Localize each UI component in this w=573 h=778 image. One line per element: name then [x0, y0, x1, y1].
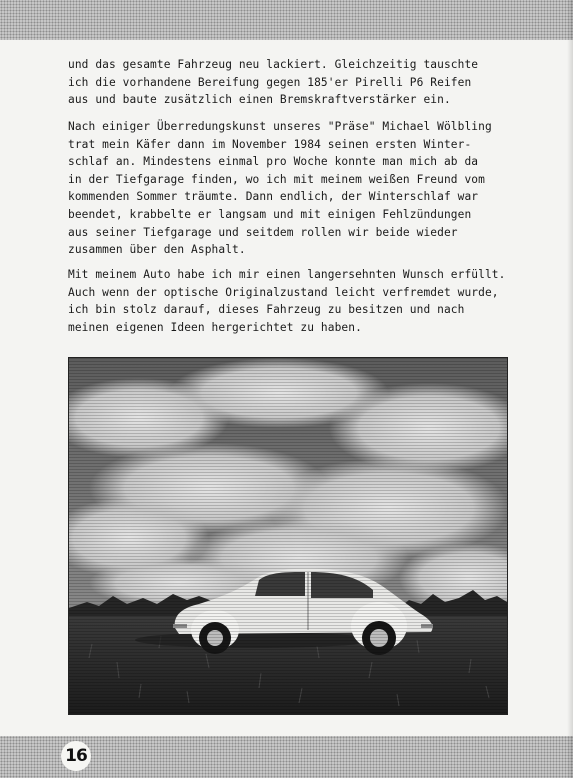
paragraph-line: aus seiner Tiefgarage und seitdem rollen wir beide wieder	[68, 225, 458, 239]
paragraph-line: trat mein Käfer dann im November 1984 seinen ersten Winter-	[68, 137, 472, 151]
paragraph-line: schlaf an. Mindestens einmal pro Woche konnte man mich ab da	[68, 155, 479, 169]
scanline-overlay	[69, 358, 507, 714]
paragraph-line: meinen eigenen Ideen hergerichtet zu haben.	[68, 320, 362, 334]
paragraph-line: ich die vorhandene Bereifung gegen 185'er Pirelli P6 Reifen	[68, 75, 472, 89]
paragraph-line: Nach einiger Überredungskunst unseres "Präse" Michael Wölbling	[68, 120, 492, 133]
paragraph-1	[68, 56, 513, 109]
page-edge-shadow	[567, 0, 573, 778]
paragraph-line: in der Tiefgarage finden, wo ich mit meinem weißen Freund vom	[68, 172, 485, 186]
paragraph-line: aus und baute zusätzlich einen Bremskraftverstärker ein.	[68, 93, 451, 107]
paragraph-line: beendet, krabbelte er langsam und mit einigen Fehlzündungen	[68, 207, 472, 221]
paragraph-line: Auch wenn der optische Originalzustand leicht verfremdet wurde,	[68, 285, 499, 299]
page-number: 16	[61, 741, 91, 771]
paragraph-3	[68, 266, 513, 336]
paragraph-line: und das gesamte Fahrzeug neu lackiert. Gleichzeitig tauschte	[68, 58, 479, 71]
top-halftone-band	[0, 0, 573, 40]
paragraph-line: Mit meinem Auto habe ich mir einen langersehnten Wunsch erfüllt.	[68, 268, 506, 281]
paragraph-line: ich bin stolz darauf, dieses Fahrzeug zu besitzen und nach	[68, 303, 465, 317]
car-photo	[68, 357, 508, 715]
paragraph-line: kommenden Sommer träumte. Dann endlich, der Winterschlaf war	[68, 190, 479, 204]
paragraph-line: zusammen über den Asphalt.	[68, 243, 246, 257]
paragraph-2	[68, 118, 513, 259]
